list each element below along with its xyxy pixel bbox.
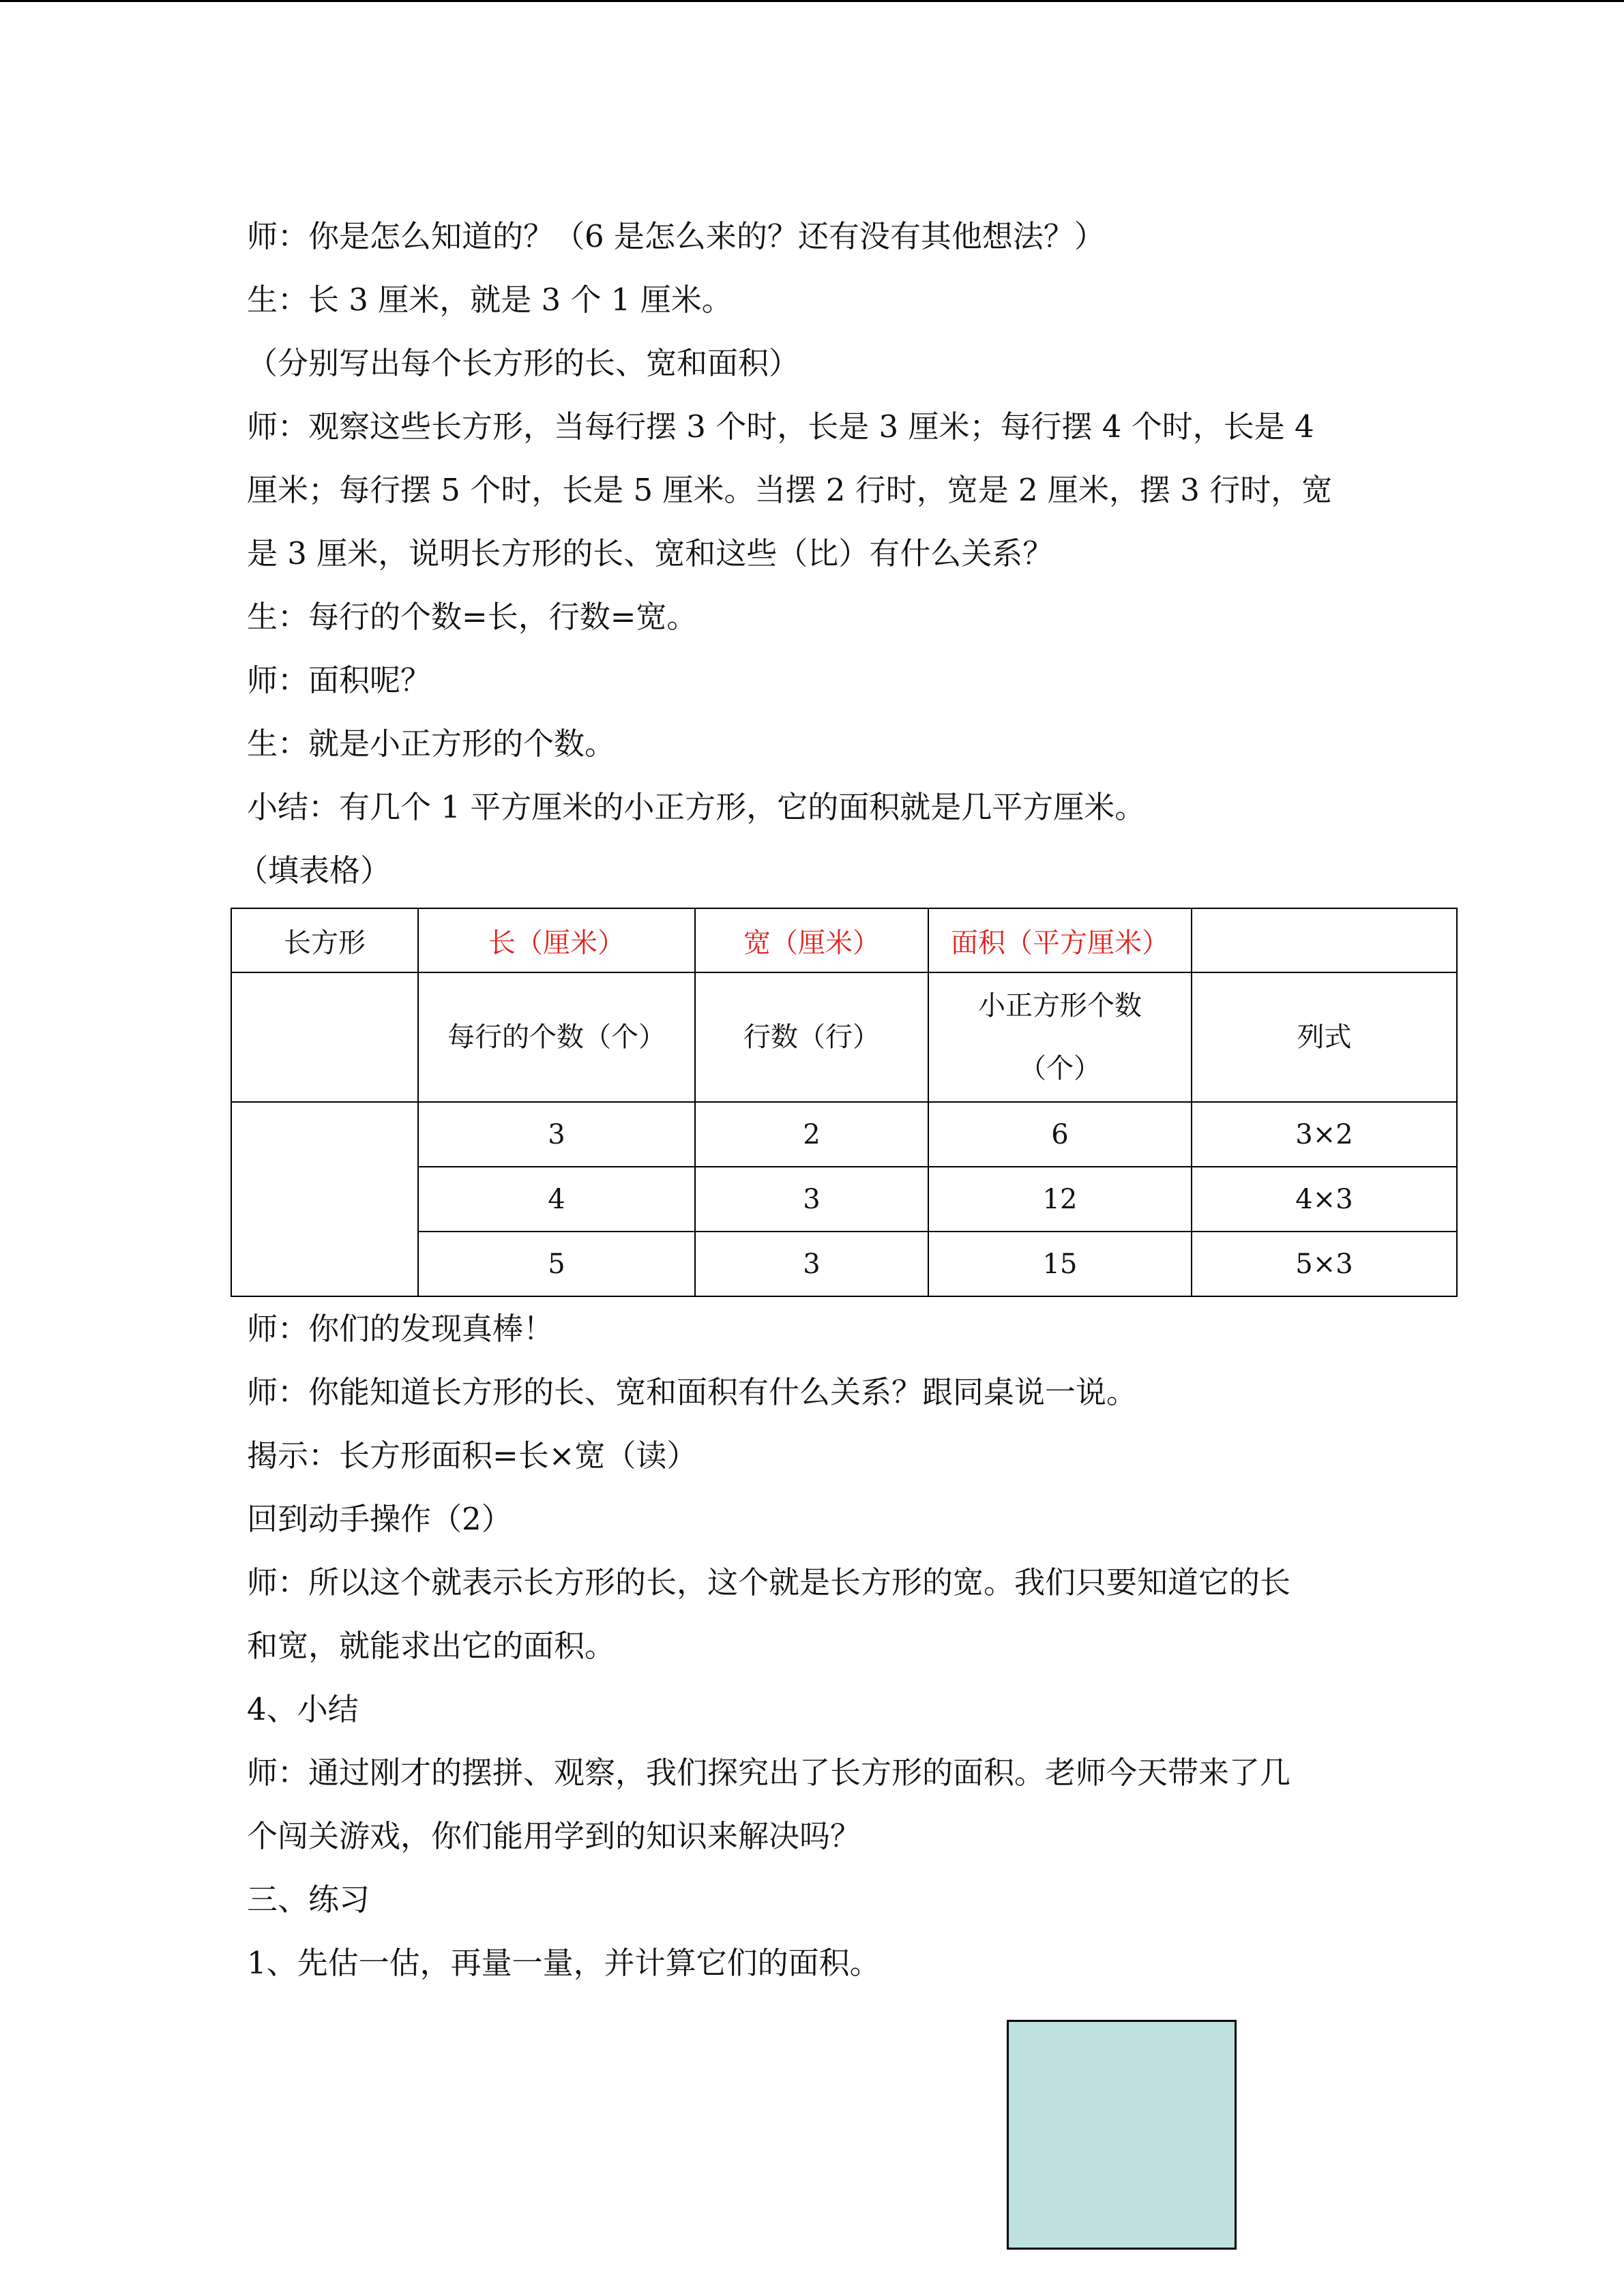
cell-area: 12 bbox=[928, 1167, 1192, 1232]
subheader-cell-rows: 行数（行） bbox=[695, 972, 928, 1102]
light-blue-square-figure bbox=[1007, 2020, 1237, 2250]
header-cell-width: 宽（厘米） bbox=[695, 908, 928, 972]
exercise-line: 1、先估一估，再量一量，并计算它们的面积。 bbox=[247, 1945, 881, 1981]
area-table bbox=[231, 908, 1458, 1297]
paragraph-line: 是 3 厘米，说明长方形的长、宽和这些（比）有什么关系？ bbox=[247, 535, 1054, 571]
table-row bbox=[231, 1102, 1457, 1167]
header-cell-length: 长（厘米） bbox=[418, 908, 695, 972]
table-subheader-row bbox=[231, 972, 1457, 1102]
cell-width: 3 bbox=[695, 1167, 928, 1232]
cell-length: 4 bbox=[418, 1167, 695, 1232]
document-body bbox=[237, 205, 1393, 1995]
cell-formula: 3×2 bbox=[1192, 1102, 1457, 1167]
subheader-cell-square-count bbox=[928, 972, 1192, 1102]
paragraph-line: 师：你能知道长方形的长、宽和面积有什么关系？跟同桌说一说。 bbox=[247, 1374, 1138, 1410]
paragraph-line: 师：你们的发现真棒！ bbox=[247, 1311, 555, 1347]
rectangle-merged-cell bbox=[231, 1102, 418, 1296]
header-cell-rectangle: 长方形 bbox=[231, 908, 418, 972]
subheader-square-count-label: 小正方形个数 bbox=[978, 990, 1142, 1022]
paragraph-line: 回到动手操作（2） bbox=[247, 1501, 512, 1537]
after-table-section bbox=[247, 1297, 1393, 1995]
table-header-row bbox=[231, 908, 1457, 972]
area-table-wrapper bbox=[231, 908, 1456, 1297]
paragraph-line: 师：观察这些长方形，当每行摆 3 个时，长是 3 厘米；每行摆 4 个时，长是 4 bbox=[247, 408, 1314, 445]
paragraph-line: 厘米；每行摆 5 个时，长是 5 厘米。当摆 2 行时，宽是 2 厘米，摆 3 行时，宽 bbox=[247, 472, 1333, 508]
paragraph-line: 生：长 3 厘米，就是 3 个 1 厘米。 bbox=[247, 282, 733, 318]
paragraph-line: 揭示：长方形面积=长×宽（读） bbox=[247, 1437, 698, 1474]
cell-length: 3 bbox=[418, 1102, 695, 1167]
paragraph-line: 小结：有几个 1 平方厘米的小正方形，它的面积就是几平方厘米。 bbox=[247, 789, 1146, 825]
top-border-line bbox=[0, 0, 1624, 2]
paragraph-line: 个闯关游戏，你们能用学到的知识来解决吗？ bbox=[247, 1818, 861, 1854]
section-heading-practice: 三、练习 bbox=[247, 1881, 370, 1918]
cell-formula: 4×3 bbox=[1192, 1167, 1457, 1232]
subheader-cell-per-row: 每行的个数（个） bbox=[418, 972, 695, 1102]
cell-length: 5 bbox=[418, 1232, 695, 1296]
cell-area: 15 bbox=[928, 1232, 1192, 1296]
header-cell-area: 面积（平方厘米） bbox=[928, 908, 1192, 972]
paragraph-line: 生：就是小正方形的个数。 bbox=[247, 726, 616, 762]
paragraph-line: （分别写出每个长方形的长、宽和面积） bbox=[247, 345, 800, 381]
paragraph-line: 师：通过刚才的摆拼、观察，我们探究出了长方形的面积。老师今天带来了几 bbox=[247, 1755, 1291, 1791]
paragraph-line: 师：所以这个就表示长方形的长，这个就是长方形的宽。我们只要知道它的长 bbox=[247, 1564, 1291, 1600]
paragraph-line: 师：你是怎么知道的？（6 是怎么来的？还有没有其他想法？） bbox=[247, 218, 1105, 254]
subheader-cell-empty bbox=[231, 972, 418, 1102]
paragraph-line: 和宽，就能求出它的面积。 bbox=[247, 1628, 616, 1664]
cell-area: 6 bbox=[928, 1102, 1192, 1167]
cell-width: 3 bbox=[695, 1232, 928, 1296]
cell-formula: 5×3 bbox=[1192, 1232, 1457, 1296]
section-heading-summary: 4、小结 bbox=[247, 1691, 359, 1727]
paragraph-line: 师：面积呢？ bbox=[247, 662, 432, 698]
cell-width: 2 bbox=[695, 1102, 928, 1167]
subheader-cell-formula: 列式 bbox=[1192, 972, 1457, 1102]
header-cell-empty bbox=[1192, 908, 1457, 972]
subheader-square-count-unit: （个） bbox=[1019, 1053, 1101, 1084]
paragraph-line: 生：每行的个数=长，行数=宽。 bbox=[247, 599, 698, 635]
paragraph-line: （填表格） bbox=[237, 852, 392, 889]
